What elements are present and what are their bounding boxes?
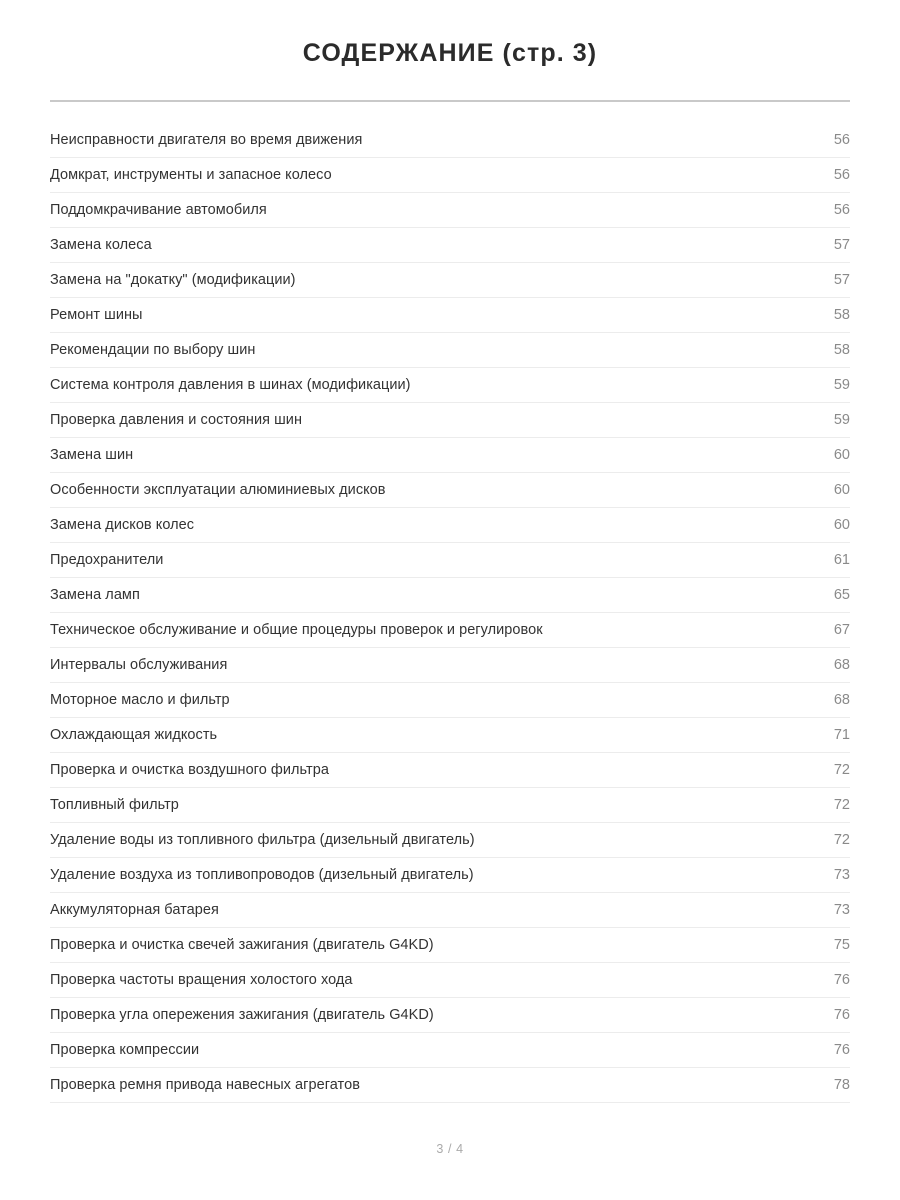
toc-entry-title[interactable]: Аккумуляторная батарея [50,893,790,928]
toc-row[interactable] [50,508,850,543]
toc-entry-page-number: 72 [790,753,850,788]
toc-row[interactable] [50,788,850,823]
toc-row[interactable] [50,893,850,928]
toc-entry-title[interactable]: Проверка компрессии [50,1033,790,1068]
toc-row[interactable] [50,298,850,333]
toc-row[interactable] [50,158,850,193]
toc-row[interactable] [50,368,850,403]
toc-entry-page-number: 72 [790,788,850,823]
toc-entry-title[interactable]: Удаление воздуха из топливопроводов (дизельный двигатель) [50,858,790,893]
toc-row[interactable] [50,683,850,718]
toc-row[interactable] [50,543,850,578]
toc-entry-page-number: 58 [790,298,850,333]
toc-row[interactable] [50,823,850,858]
toc-row[interactable] [50,998,850,1033]
toc-row[interactable] [50,578,850,613]
toc-row[interactable] [50,123,850,158]
toc-entry-title[interactable]: Проверка частоты вращения холостого хода [50,963,790,998]
toc-entry-title[interactable]: Топливный фильтр [50,788,790,823]
toc-entry-title[interactable]: Замена шин [50,438,790,473]
toc-entry-page-number: 56 [790,158,850,193]
toc-entry-title[interactable]: Проверка и очистка воздушного фильтра [50,753,790,788]
toc-entry-page-number: 59 [790,368,850,403]
toc-entry-title[interactable]: Замена ламп [50,578,790,613]
toc-entry-title[interactable]: Домкрат, инструменты и запасное колесо [50,158,790,193]
toc-entry-title[interactable]: Предохранители [50,543,790,578]
toc-entry-page-number: 65 [790,578,850,613]
toc-entry-title[interactable]: Проверка ремня привода навесных агрегатов [50,1068,790,1103]
toc-entry-page-number: 57 [790,228,850,263]
toc-row[interactable] [50,228,850,263]
table-of-contents [50,123,850,1103]
toc-entry-title[interactable]: Система контроля давления в шинах (модификации) [50,368,790,403]
toc-row[interactable] [50,963,850,998]
toc-entry-page-number: 57 [790,263,850,298]
toc-entry-page-number: 56 [790,193,850,228]
toc-row[interactable] [50,753,850,788]
toc-entry-title[interactable]: Проверка и очистка свечей зажигания (двигатель G4KD) [50,928,790,963]
toc-entry-page-number: 61 [790,543,850,578]
toc-entry-page-number: 58 [790,333,850,368]
title-divider [50,100,850,102]
toc-entry-page-number: 56 [790,123,850,158]
toc-entry-title[interactable]: Замена на "докатку" (модификации) [50,263,790,298]
toc-row[interactable] [50,403,850,438]
toc-entry-page-number: 67 [790,613,850,648]
toc-row[interactable] [50,1068,850,1103]
toc-entry-page-number: 71 [790,718,850,753]
toc-entry-page-number: 60 [790,508,850,543]
toc-entry-page-number: 76 [790,1033,850,1068]
toc-entry-title[interactable]: Поддомкрачивание автомобиля [50,193,790,228]
toc-entry-title[interactable]: Проверка угла опережения зажигания (двигатель G4KD) [50,998,790,1033]
toc-row[interactable] [50,473,850,508]
toc-row[interactable] [50,648,850,683]
toc-entry-page-number: 72 [790,823,850,858]
toc-row[interactable] [50,613,850,648]
toc-entry-title[interactable]: Моторное масло и фильтр [50,683,790,718]
toc-entry-page-number: 68 [790,648,850,683]
toc-entry-title[interactable]: Замена колеса [50,228,790,263]
content-spacer [50,1103,850,1142]
toc-entry-page-number: 60 [790,473,850,508]
page-footer: 3 / 4 [436,1142,464,1156]
toc-entry-page-number: 78 [790,1068,850,1103]
toc-entry-page-number: 75 [790,928,850,963]
toc-body [50,123,850,1103]
toc-entry-page-number: 76 [790,998,850,1033]
toc-row[interactable] [50,928,850,963]
toc-entry-page-number: 73 [790,858,850,893]
toc-entry-page-number: 60 [790,438,850,473]
toc-entry-title[interactable]: Проверка давления и состояния шин [50,403,790,438]
toc-row[interactable] [50,858,850,893]
toc-entry-page-number: 73 [790,893,850,928]
toc-entry-title[interactable]: Удаление воды из топливного фильтра (дизельный двигатель) [50,823,790,858]
toc-entry-title[interactable]: Интервалы обслуживания [50,648,790,683]
toc-entry-title[interactable]: Рекомендации по выбору шин [50,333,790,368]
toc-entry-title[interactable]: Неисправности двигателя во время движения [50,123,790,158]
toc-entry-title[interactable]: Техническое обслуживание и общие процедуры проверок и регулировок [50,613,790,648]
toc-row[interactable] [50,193,850,228]
toc-entry-page-number: 59 [790,403,850,438]
toc-entry-page-number: 76 [790,963,850,998]
toc-entry-title[interactable]: Ремонт шины [50,298,790,333]
toc-row[interactable] [50,718,850,753]
toc-row[interactable] [50,438,850,473]
toc-entry-title[interactable]: Замена дисков колес [50,508,790,543]
toc-row[interactable] [50,1033,850,1068]
page-title: СОДЕРЖАНИЕ (стр. 3) [302,39,598,67]
toc-row[interactable] [50,263,850,298]
toc-row[interactable] [50,333,850,368]
toc-entry-page-number: 68 [790,683,850,718]
toc-entry-title[interactable]: Охлаждающая жидкость [50,718,790,753]
toc-entry-title[interactable]: Особенности эксплуатации алюминиевых дисков [50,473,790,508]
